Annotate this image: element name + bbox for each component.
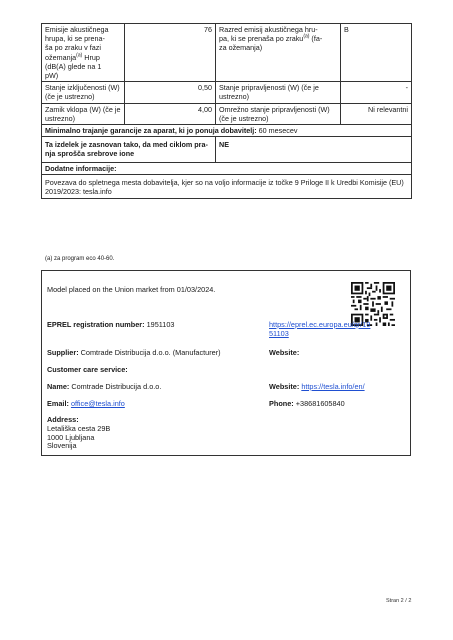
table-row <box>42 103 412 124</box>
standby-value: - <box>341 82 412 103</box>
additional-info-label: Dodatne informacije: <box>42 162 412 174</box>
silver-ions-value: NE <box>216 137 412 162</box>
off-mode-value: 0,50 <box>125 82 216 103</box>
supplier-link-text: Povezava do spletnega mesta dobavitelja, kjer so na voljo informacije iz točke 9 Priloge II k Uredbi Komisije (EU) 2019/2023: tesla.info <box>42 174 412 198</box>
supplier: Supplier: Comtrade Distribucija d.o.o. (Manufacturer) <box>47 348 221 357</box>
address: Address: Letališka cesta 29B 1000 Ljubljana Slovenija <box>47 415 111 451</box>
eprel-registration: EPREL registration number: 1951103 <box>47 320 175 329</box>
footnote: (a) za program eco 40-60. <box>45 256 115 262</box>
table-row <box>42 162 412 174</box>
table-row <box>42 125 412 137</box>
noise-emission-value: 76 <box>125 24 216 82</box>
customer-care-email: Email: office@tesla.info <box>47 399 125 408</box>
off-mode-label: Stanje izključenosti (W) (če je ustrezno) <box>42 82 125 103</box>
table-row <box>42 82 412 103</box>
noise-emission-label: Emisije akustičnega hrupa, ki se prena- ša po zraku v fazi ožemanja$^{(a)}$ Hrup (dB(A) glede na 1 pW) <box>42 24 125 82</box>
table-row <box>42 137 412 162</box>
supplier-info-box <box>41 270 411 456</box>
customer-care-name: Name: Comtrade Distribucija d.o.o. <box>47 382 162 391</box>
eprel-link[interactable]: https://eprel.ec.europa.eu/qr/19 51103 <box>269 320 371 338</box>
website-label: Website: <box>269 348 300 357</box>
customer-care-heading: Customer care service: <box>47 365 128 374</box>
guarantee-cell: Minimalno trajanje garancije za aparat, ki jo ponuja dobavitelj: 60 mesecev <box>42 125 412 137</box>
email-link[interactable]: office@tesla.info <box>70 399 125 408</box>
placed-on-market: Model placed on the Union market from 01/03/2024. <box>47 285 216 294</box>
table-row <box>42 24 412 82</box>
noise-class-label: Razred emisij akustičnega hru- pa, ki se prenaša po zraku$^{(a)}$ (fa- za ožemanja) <box>216 24 341 82</box>
delay-start-label: Zamik vklopa (W) (če je ustrezno) <box>42 103 125 124</box>
spec-table <box>41 23 412 199</box>
networked-standby-value: Ni relevantni <box>341 103 412 124</box>
table-row <box>42 174 412 198</box>
networked-standby-label: Omrežno stanje pripravljenosti (W) (če je ustrezno) <box>216 103 341 124</box>
customer-care-website: Website: https://tesla.info/en/ <box>269 382 365 391</box>
delay-start-value: 4,00 <box>125 103 216 124</box>
website-link[interactable]: https://tesla.info/en/ <box>301 382 365 391</box>
customer-care-phone: Phone: +38681605840 <box>269 399 345 408</box>
standby-label: Stanje pripravljenosti (W) (če je ustrezno) <box>216 82 341 103</box>
silver-ions-label: Ta izdelek je zasnovan tako, da med ciklom pra- nja sprošča srebrove ione <box>42 137 216 162</box>
noise-class-value: B <box>341 24 412 82</box>
page-number: Stran 2 / 2 <box>386 598 412 604</box>
